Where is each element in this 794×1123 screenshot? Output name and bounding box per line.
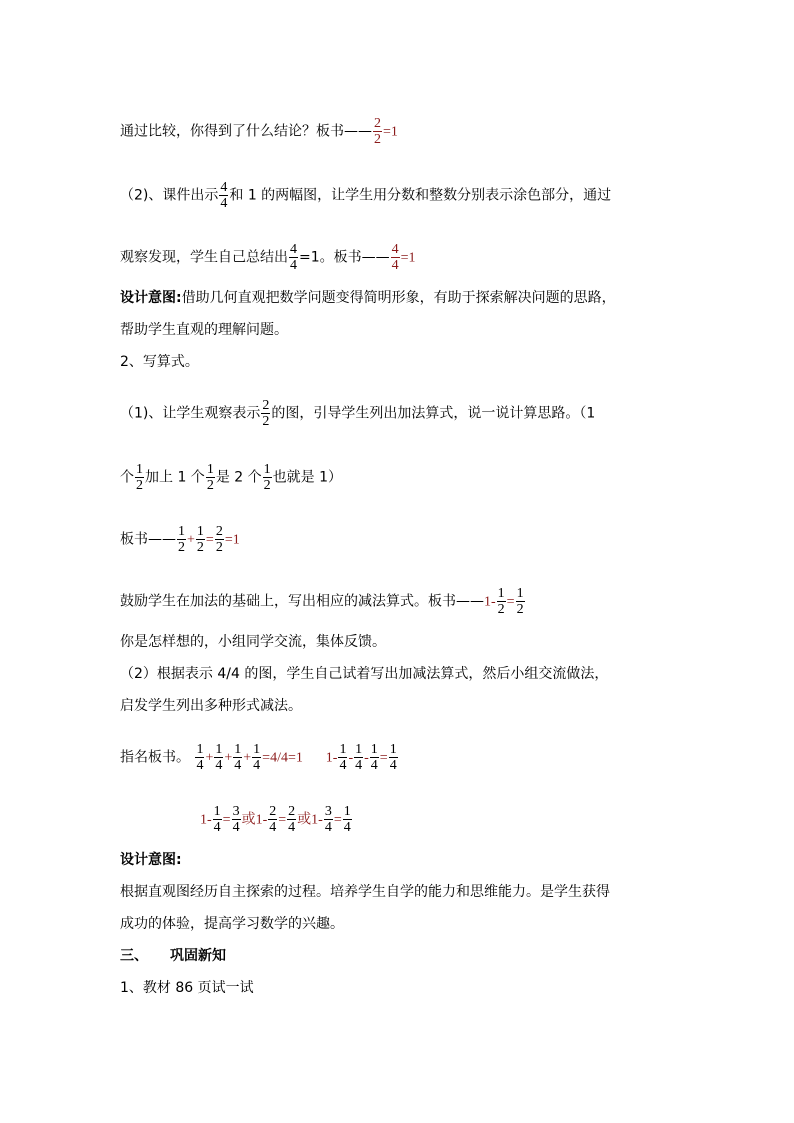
line-board-addition: 板书—— $\frac{1}{2}$ + $\frac{1}{2}$ = $\frac{2}{2}$ =1 bbox=[120, 524, 240, 555]
line-4-4: （2）根据表示 4/4 的图，学生自己试着写出加减法算式，然后小组交流做法， bbox=[120, 666, 609, 682]
fraction: $\frac{1}{4}$ bbox=[196, 742, 204, 773]
design-intent-1: 设计意图:借助几何直观把数学问题变得简明形象，有助于探索解决问题的思路， bbox=[120, 290, 616, 306]
line-observe-2-2: （1)、让学生观察表示 $\frac{2}{2}$ 的图，引导学生列出加法算式，说一说计算思路。（1 bbox=[120, 398, 596, 429]
design-intent-1-cont: 帮助学生直观的理解问题。 bbox=[120, 322, 288, 338]
fraction: $\frac{1}{4}$ bbox=[370, 742, 378, 773]
design-intent-2-cont: 成功的体验，提高学习数学的兴趣。 bbox=[120, 916, 344, 932]
fraction: $\frac{1}{2}$ bbox=[516, 586, 524, 617]
fraction: $\frac{2}{4}$ bbox=[269, 804, 277, 835]
fraction: $\frac{4}{4}$ bbox=[391, 242, 399, 273]
fraction: $\frac{2}{2}$ bbox=[215, 524, 223, 555]
fraction: $\frac{2}{4}$ bbox=[288, 804, 296, 835]
fraction: $\frac{3}{4}$ bbox=[324, 804, 332, 835]
fraction: $\frac{1}{4}$ bbox=[389, 742, 397, 773]
line-board-alternatives: 1- $\frac{1}{4}$ = $\frac{3}{4}$ 或1- $\frac{2}{4}$ = $\frac{2}{4}$ 或1- $\frac{3}{4}$ = $\frac{1}{4}$ bbox=[200, 804, 351, 835]
line-observe: 观察发现，学生自己总结出 $\frac{4}{4}$ =1。板书—— $\frac{4}{4}$ =1 bbox=[120, 242, 416, 273]
fraction: $\frac{2}{2}$ bbox=[374, 116, 381, 147]
fraction: $\frac{1}{2}$ bbox=[497, 586, 505, 617]
fraction: $\frac{3}{4}$ bbox=[232, 804, 240, 835]
fraction: $\frac{1}{2}$ bbox=[178, 524, 185, 555]
fraction: $\frac{1}{4}$ bbox=[213, 804, 221, 835]
line-board-subtraction: 鼓励学生在加法的基础上，写出相应的减法算式。板书——1- $\frac{1}{2}$ = $\frac{1}{2}$ bbox=[120, 586, 524, 617]
line-courseware: （2)、课件出示 $\frac{4}{4}$ 和 1 的两幅图，让学生用分数和整数分别表示涂色部分，通过 bbox=[120, 180, 612, 211]
line-board-quarters: 指名板书。 $\frac{1}{4}$ + $\frac{1}{4}$ + $\frac{1}{4}$ + $\frac{1}{4}$ =4/4=1 1- $\frac{1}{4}$ - $\frac{1}{4}$ - $\frac{1}{4}$ = $\frac{1}{4}$ bbox=[120, 742, 397, 773]
fraction: $\frac{4}{4}$ bbox=[290, 242, 297, 273]
design-intent-2-label: 设计意图: bbox=[120, 852, 182, 868]
fraction: $\frac{1}{2}$ bbox=[136, 462, 143, 493]
line-conclusion: 通过比较，你得到了什么结论？板书—— $\frac{2}{2}$ =1 bbox=[120, 116, 398, 147]
line-textbook: 1、教材 86 页试一试 bbox=[120, 980, 254, 996]
fraction: $\frac{1}{4}$ bbox=[234, 742, 242, 773]
fraction: $\frac{1}{4}$ bbox=[343, 804, 351, 835]
line-feedback: 你是怎样想的，小组同学交流，集体反馈。 bbox=[120, 634, 386, 650]
fraction: $\frac{1}{4}$ bbox=[215, 742, 223, 773]
section-write-formula: 2、写算式。 bbox=[120, 354, 199, 370]
fraction: $\frac{1}{2}$ bbox=[206, 462, 214, 493]
fraction: $\frac{1}{4}$ bbox=[355, 742, 363, 773]
fraction: $\frac{1}{4}$ bbox=[253, 742, 261, 773]
line-inspire: 启发学生列出多种形式减法。 bbox=[120, 698, 302, 714]
section-consolidate: 三、 巩固新知 bbox=[120, 948, 226, 964]
fraction: $\frac{1}{2}$ bbox=[263, 462, 271, 493]
fraction: $\frac{4}{4}$ bbox=[220, 180, 228, 211]
design-intent-2: 根据直观图经历自主探索的过程。培养学生自学的能力和思维能力。是学生获得 bbox=[120, 884, 610, 900]
fraction: $\frac{1}{4}$ bbox=[339, 742, 347, 773]
line-halves: 个 $\frac{1}{2}$ 加上 1 个 $\frac{1}{2}$ 是 2 个 $\frac{1}{2}$ 也就是 1） bbox=[120, 462, 342, 493]
fraction: $\frac{1}{2}$ bbox=[196, 524, 204, 555]
fraction: $\frac{2}{2}$ bbox=[262, 398, 270, 429]
